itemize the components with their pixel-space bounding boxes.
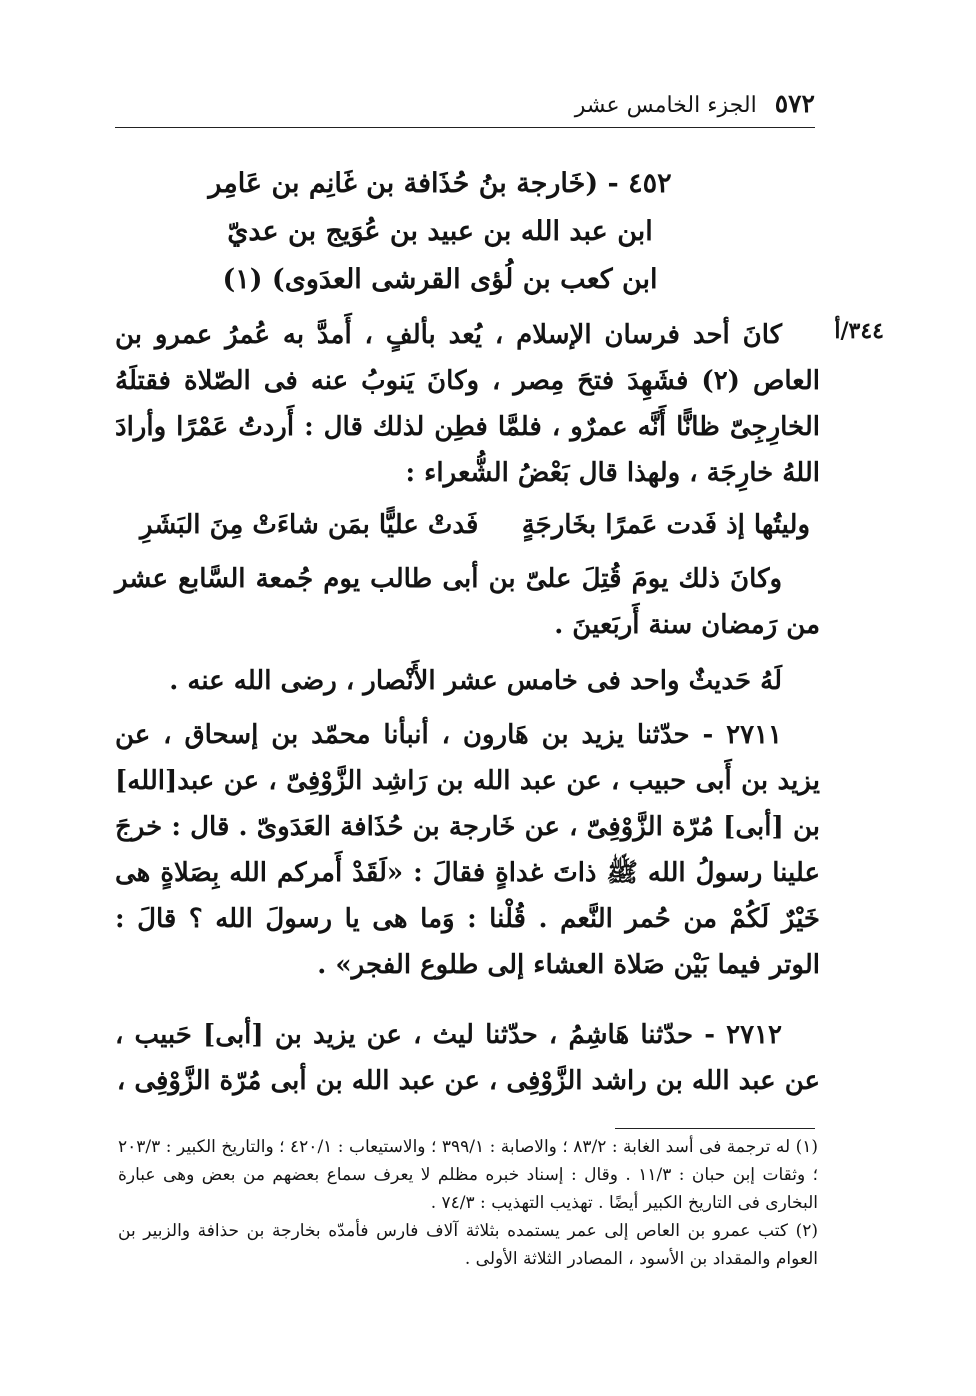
hadith-2711: ٢٧١١ - حدّثنا يزيد بن هَارون ، أنبأنا محمّد بن إسحاق ، عن يزيد بن أَبى حبيب ، عن عبد الله بن رَاشِد الزَّوْفِىّ ، عن عبد[الله] بن [أبى] مُرّة الزَّوْفِىّ ، عن خَارجة بن حُذَافة العَدَوىّ . قال : خرجَ علينا رسولُ الله ﷺ ذاتَ غداةٍ فقالَ : «لَقَدْ أَمركم الله بِصَلاةٍ هى خَيْرٌ لَكُمْ من حُمر النَّعم . قُلْنا : وَما هى يا رسولَ الله ؟ قالَ : الوتر فيما بَيْن صَلاة العشاء إلى طلوع الفجر» . <box>115 720 821 980</box>
running-header <box>115 78 815 118</box>
header-title: الجزء الخامس عشر <box>574 93 757 118</box>
biography-paragraph: كانَ أحد فرسان الإسلام ، يُعد بألفٍ ، أَمدَّ به عُمرُ عمرو بن العاص (٢) فشَهِدَ فتحَ مِصر ، وكانَ يَنوبُ عنه فى الصّلاة فقتلَهُ الخارِجِىّ ظانًّا أَنَّه عمرٌو ، فلمَّا فطِن لذلك قال : أَردتُ عَمْرًا وأرادَ اللهُ خارِجَة ، ولهذا قال بَعْضُ الشُّعراء : <box>115 320 820 488</box>
header-rule <box>115 127 815 128</box>
footnotes <box>118 1133 818 1273</box>
footnote-2: (٢) كتب عمرو بن العاص إلى عمر يستمده بثلاثة آلاف فارس فأمدّه بخارجة بن حذافة والزبير بن العوام والمقداد بن الأسود ، المصادر الثلاثة الأولى . <box>118 1221 818 1269</box>
poetry-verse <box>140 510 810 540</box>
footnote-rule <box>615 1128 815 1129</box>
entry-title-line-1: ٤٥٢ - (خَارجة بنُ حُذَافة بن غَانِم بن عَامِر <box>208 168 672 199</box>
hadith-2712: ٢٧١٢ - حدّثنا هَاشِمُ ، حدّثنا ليث ، عن يزيد بن [أبى] حَبيب ، عن عبد الله بن راشد الزَّوْفِى ، عن عبد الله بن أبى مُرّة الزَّوْفِى ، <box>115 1020 820 1096</box>
verse-second-hemistich: فَدتْ عليًّا بمَن شاءَتْ مِنَ البَشَرِ <box>140 510 479 540</box>
death-paragraph: وكانَ ذلك يومَ قُتِلَ علىّ بن أبى طالب يوم جُمعة السَّابع عشر من رَمضان سنة أَربَعينَ . <box>115 564 820 640</box>
verse-first-hemistich: وليتُها إذ فَدت عَمرًا بخَارجَةٍ <box>521 510 810 540</box>
hadith-count-paragraph: لَهُ حَديثٌ واحد فى خامس عشر الأَنْصار ، رضى الله عنه . <box>169 666 782 696</box>
manuscript-folio-note: ٣٤٤/أ <box>834 318 884 344</box>
entry-title-line-3: ابن كعب بن لُؤى القرشى العدَوى) (١) <box>222 264 658 295</box>
entry-title-line-2: ابن عبد الله بن عبيد بن عُوَيج بن عديّ <box>227 216 653 247</box>
page-number: ٥٧٢ <box>774 89 815 118</box>
footnote-1: (١) له ترجمة فى أسد الغابة : ٨٣/٢ ؛ والاصابة : ٣٩٩/١ ؛ والاستيعاب : ٤٢٠/١ ؛ والتاريخ الكبير : ٢٠٣/٣ ؛ وثقات إبن حبان : ١١/٣ . وقال : إسناد خبره مظلم لا يعرف سماع بعضهم من بعض وهى عبارة البخارى فى التاريخ الكبير أيضًا . تهذيب التهذيب : ٧٤/٣ . <box>118 1137 819 1213</box>
